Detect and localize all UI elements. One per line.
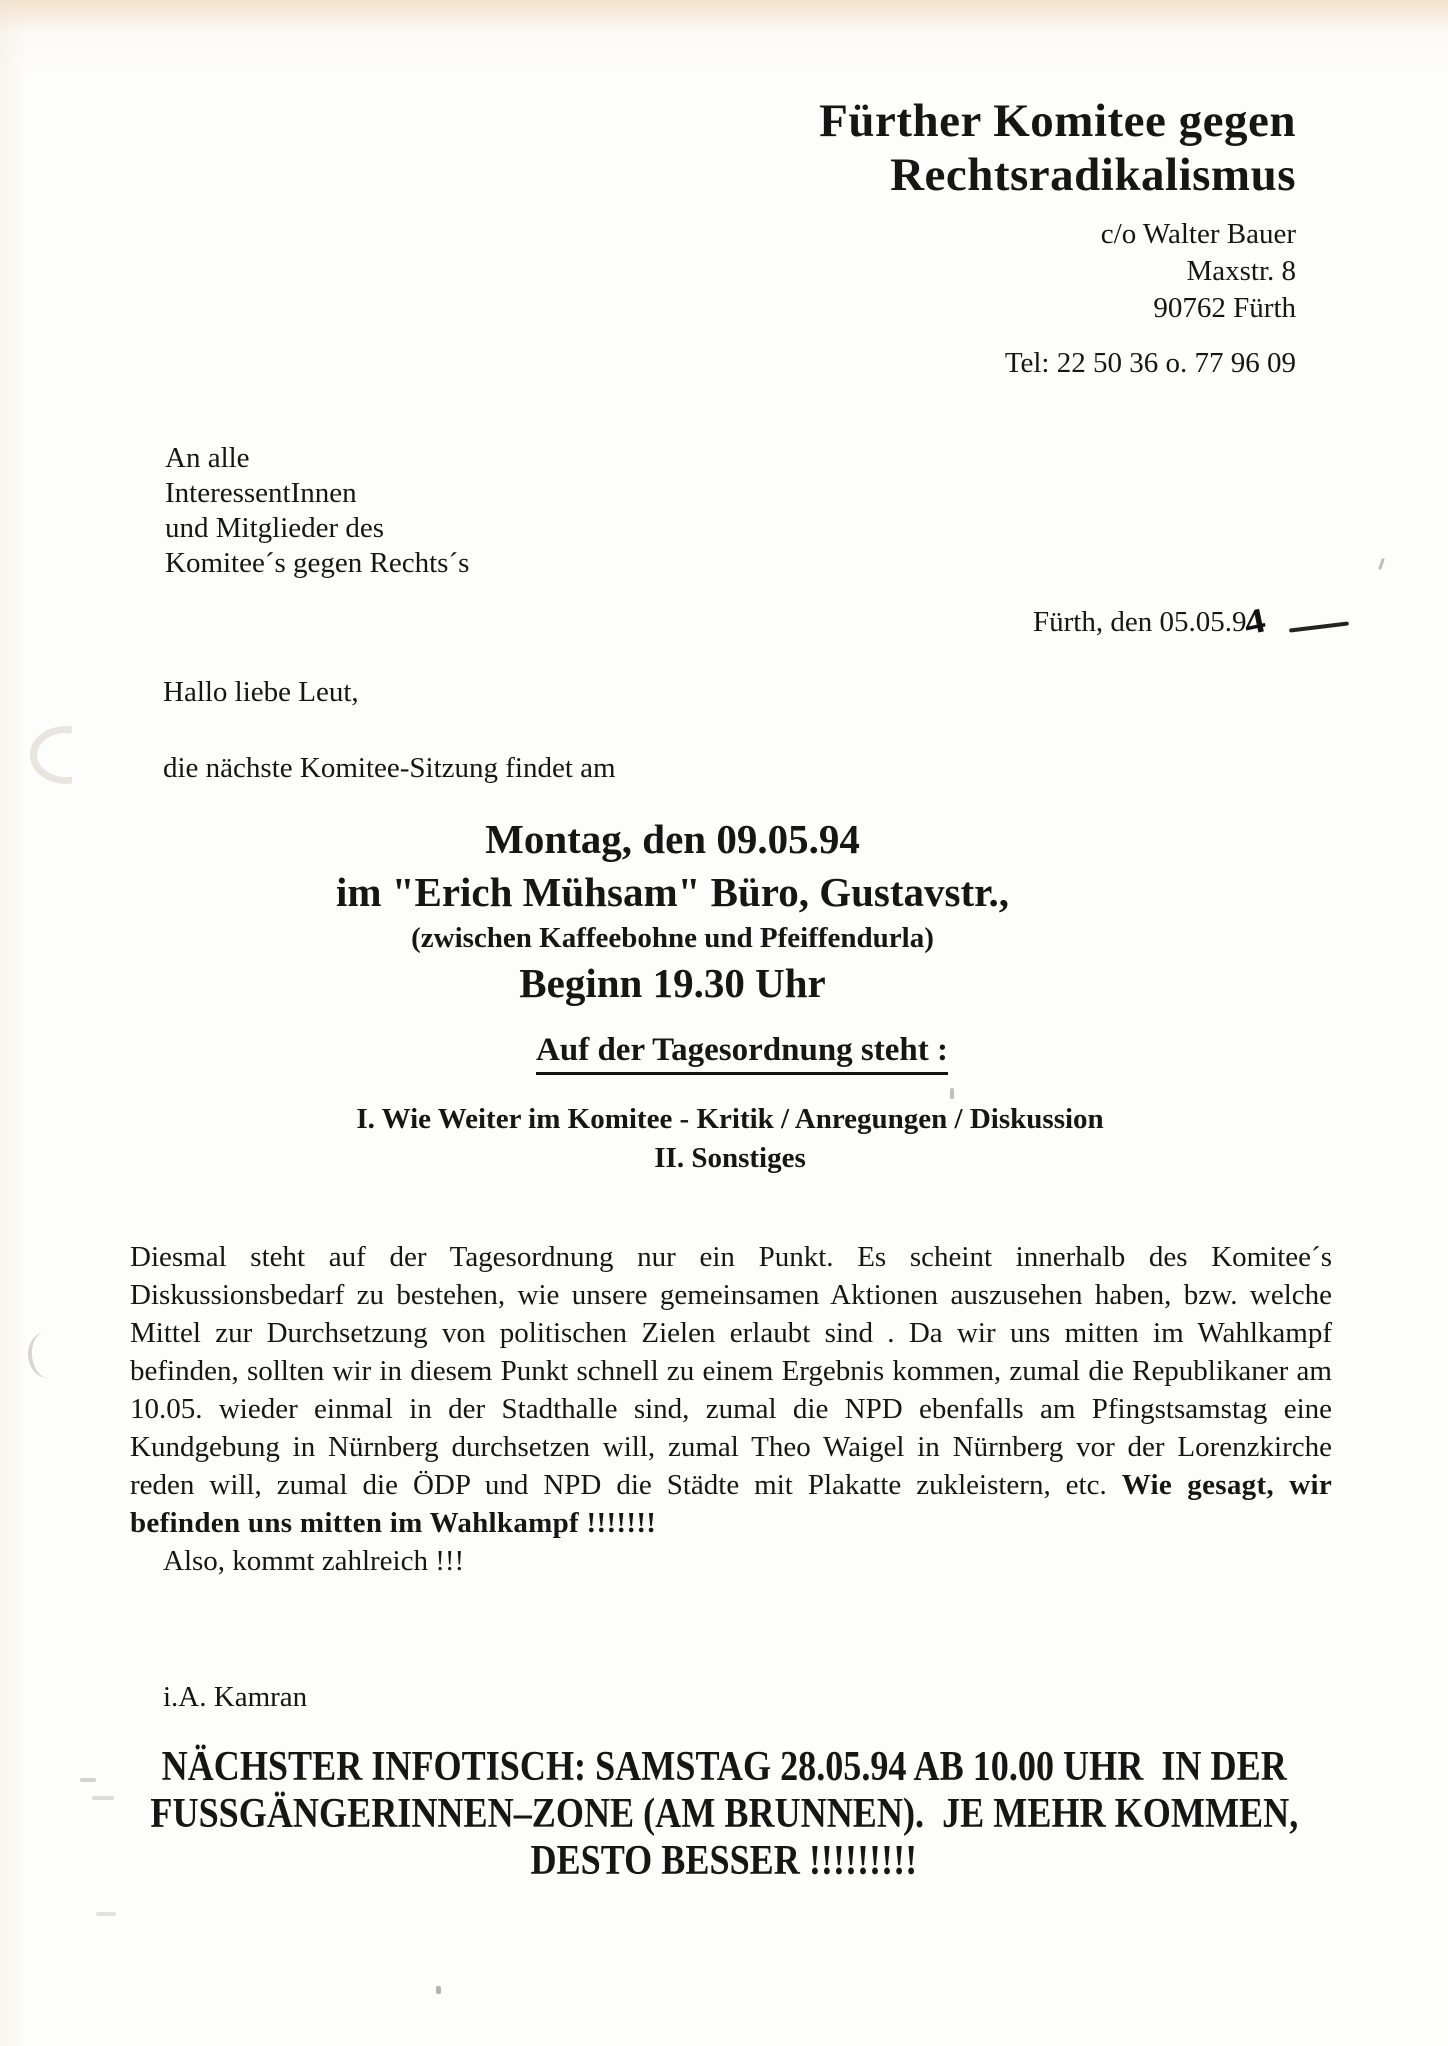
org-address-street: Maxstr. 8 (1186, 255, 1296, 287)
footer-line-3-text: DESTO BESSER !!!!!!!!! (530, 1838, 918, 1884)
infotisch-announcement (0, 1744, 1448, 1885)
org-phone: Tel: 22 50 36 o. 77 96 09 (1004, 347, 1296, 379)
footer-line-1 (0, 1744, 1448, 1791)
org-address (819, 216, 1296, 327)
body-paragraph (130, 1238, 1332, 1542)
closing-line: Also, kommt zahlreich !!! (163, 1545, 465, 1577)
body-bold-sentence: Wie gesagt, wir befinden uns mitten im Wahlkampf !!!!!!! (130, 1469, 1332, 1539)
scan-artifact-dash-3 (96, 1912, 116, 1916)
org-address-care-of: c/o Walter Bauer (1100, 218, 1296, 250)
body-text: Diesmal steht auf der Tagesordnung nur ein Punkt. Es scheint innerhalb des Komitee´s Diskussionsbedarf zu bestehen, wie unsere gemeinsamen Aktionen auszusehen haben, bzw. welche Mittel zur Durchsetzung von politischen Zielen erlaubt sind . Da wir uns mitten im Wahlkampf befinden, sollten wir in diesem Punkt schnell zu einem Ergebnis kommen, zumal die Republikaner am 10.05. wieder einmal in der Stadthalle sind, zumal die NPD ebenfalls am Pfingstsamstag eine Kundgebung in Nürnberg durchsetzen will, zumal Theo Waigel in Nürnberg vor der Lorenzkirche reden will, zumal die ÖDP und NPD die Städte mit Plakatte zukleistern, etc. (130, 1241, 1332, 1501)
dateline-text: Fürth, den 05.05.9 (1033, 606, 1247, 638)
meeting-announcement (0, 813, 1345, 1010)
scan-artifact-dot-bottom (436, 1986, 441, 1994)
meeting-date: Montag, den 09.05.94 (485, 816, 860, 862)
agenda-item-2: II. Sonstiges (654, 1142, 806, 1174)
scan-edge-tint (0, 0, 1448, 72)
org-address-city: 90762 Fürth (1153, 292, 1296, 324)
meeting-place: im "Erich Mühsam" Büro, Gustavstr., (335, 869, 1010, 915)
agenda-item-1: I. Wie Weiter im Komitee - Kritik / Anregungen / Diskussion (356, 1103, 1104, 1135)
agenda-items (6, 1100, 1448, 1178)
recipient-line-4: Komitee´s gegen Rechts´s (165, 547, 470, 579)
letterhead (819, 94, 1296, 380)
handwritten-strike-mark (1289, 621, 1349, 632)
org-name-line1: Fürther Komitee gegen (819, 95, 1296, 147)
scan-artifact-paren (26, 1330, 69, 1380)
recipient-line-3: und Mitglieder des (165, 512, 385, 544)
scan-left-tint (0, 0, 26, 2046)
agenda-heading (36, 1032, 1448, 1069)
meeting-place-note: (zwischen Kaffeebohne und Pfeiffendurla) (411, 922, 934, 954)
recipient-block (165, 441, 469, 581)
footer-line-3 (0, 1838, 1448, 1885)
footer-line-2-text: FUSSGÄNGERINNEN–ZONE (AM BRUNNEN). JE MEHR KOMMEN, (150, 1791, 1298, 1837)
org-name-line2: Rechtsradikalismus (890, 149, 1296, 201)
dateline (1033, 600, 1270, 643)
dateline-handwritten-digit: 4 (1240, 600, 1270, 643)
footer-line-1-text: NÄCHSTER INFOTISCH: SAMSTAG 28.05.94 AB 10.00 UHR IN DER (161, 1744, 1287, 1790)
intro-line: die nächste Komitee-Sitzung findet am (163, 752, 616, 784)
meeting-time: Beginn 19.30 Uhr (519, 960, 826, 1006)
signature-line: i.A. Kamran (163, 1681, 308, 1713)
scan-artifact-tick (1378, 558, 1385, 570)
recipient-line-1: An alle (165, 442, 250, 474)
salutation: Hallo liebe Leut, (163, 676, 359, 708)
footer-line-2 (0, 1791, 1448, 1838)
scan-artifact-ring (30, 726, 102, 784)
agenda-heading-text: Auf der Tagesordnung steht : (536, 1032, 948, 1075)
recipient-line-2: InteressentInnen (165, 477, 357, 509)
scan-artifact-dot-under-heading (950, 1088, 954, 1099)
